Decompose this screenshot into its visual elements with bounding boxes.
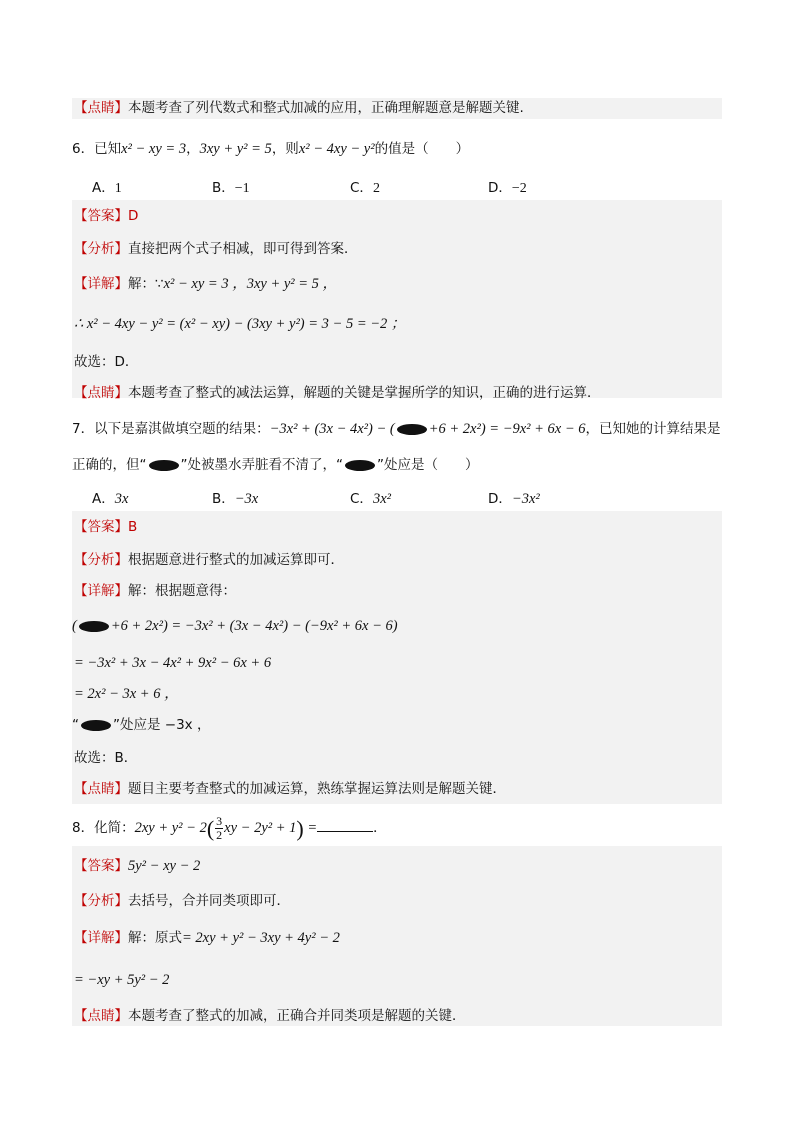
q7-prefix: 7．以下是嘉淇做填空题的结果： [72,421,270,437]
q7-option-b [212,487,258,508]
step-eq: +6 + 2x²) = −3x² + (3x − 4x²) − (−9x² + 6x − 6) [110,618,398,634]
q6-tail: 的值是（ ） [374,141,470,157]
option-value: −1 [234,181,250,196]
q6-dianjing [74,383,601,404]
xiangjie-eq: = 2xy + y² − 3xy + 4y² − 2 [182,930,340,946]
option-value: 1 [114,181,122,196]
step4-text: ”处应是 −3x ， [113,717,211,733]
dianjing-text: 本题考查了整式的加减，正确合并同类项是解题的关键． [128,1008,466,1024]
answer-tag: 【答案】 [74,858,128,874]
q6-answer [74,206,138,227]
q8-expr-b: xy − 2y² + 1 [224,820,297,836]
q6-sep: ， [186,141,200,157]
q8-step2 [74,970,169,991]
q6-option-c [350,176,380,197]
q6-number: 6．已知 [72,141,122,157]
ink-blot-icon [79,621,109,632]
q8-question [72,813,722,843]
q7-suffix: ，已知她的计算结果是 [585,421,721,437]
q7-line2-c: ”处应是（ ） [377,457,479,473]
q7-eq-left: −3x² + (3x − 4x²) − ( [269,421,395,437]
q6-solution [72,200,722,401]
option-value: 3x² [372,491,391,507]
dianjing-text: 本题考查了列代数式和整式加减的应用，正确理解题意是解题关键. [128,100,524,116]
q6-cond1: x² − xy = 3 [121,141,187,157]
q7-option-a [92,487,128,508]
option-label: A． [92,180,115,196]
q6-option-b [212,176,250,197]
ink-blot-icon [345,460,375,471]
option-label: D． [488,180,512,196]
q6-cond2: 3xy + y² = 5 [199,141,272,157]
dianjing-tag: 【点睛】 [74,100,128,116]
q7-line2-a: 正确的，但“ [72,457,147,473]
fenxi-text: 去括号，合并同类项即可． [128,893,290,909]
xiangjie-prefix: 解：∵ [128,276,164,292]
step-eq: = −xy + 5y² − 2 [74,972,170,988]
fraction-denominator: 2 [216,828,223,843]
answer-tag: 【答案】 [74,208,128,224]
q8-prefix: 8．化简： [72,820,135,836]
q8-xiangjie [74,928,340,949]
dianjing-text: 本题考查了整式的减法运算，解题的关键是掌握所学的知识，正确的进行运算． [128,385,601,401]
xiangjie-text: 解：根据题意得： [128,583,236,599]
q6-option-a [92,176,122,197]
q7-step3 [74,684,179,705]
option-value: −3x [234,491,259,507]
q7-xiangjie [74,581,236,602]
q7-question-line1 [72,419,722,440]
q6-step2 [74,314,405,335]
guxuan-text: 故选：B． [74,750,138,766]
step-open-paren: ( [72,618,77,634]
q8-tail: ． [373,820,387,836]
ink-blot-icon [397,424,427,435]
q8-solution [72,846,722,1026]
q8-fenxi [74,891,290,912]
fenxi-text: 直接把两个式子相减，即可得到答案． [128,241,358,257]
q6-question [72,139,722,160]
option-label: B． [212,180,235,196]
q8-expr-a: 2xy + y² − 2 [134,820,207,836]
answer-value: B [128,519,138,535]
q6-option-d [488,176,527,197]
q6-ze: ，则 [271,141,299,157]
option-label: A． [92,491,115,507]
q6-fenxi [74,239,358,260]
q7-guxuan [74,748,137,769]
xiangjie-tag: 【详解】 [74,930,128,946]
fenxi-tag: 【分析】 [74,552,128,568]
xiangjie-tag: 【详解】 [74,583,128,599]
q7-option-d [488,487,540,508]
q7-answer [74,517,137,538]
dianjing-text: 题目主要考查整式的加减运算，熟练掌握运算法则是解题关键． [128,781,506,797]
q7-solution [72,511,722,804]
step-eq: ∴ x² − 4xy − y² = (x² − xy) − (3xy + y²) = 3 − 5 = −2 ； [74,316,406,332]
quote-open: “ [72,717,79,733]
option-value: 3x [114,491,129,507]
q7-eq-mid: +6 + 2x²) = −9x² + 6x − 6 [428,421,586,437]
xiangjie-eq: x² − xy = 3 ，3xy + y² = 5 ， [163,276,338,292]
ink-blot-icon [81,720,111,731]
option-label: C． [350,180,373,196]
step-eq: = −3x² + 3x − 4x² + 9x² − 6x + 6 [74,655,272,671]
option-label: D． [488,491,512,507]
q6-expr: x² − 4xy − y² [298,141,375,157]
guxuan-text: 故选：D． [74,354,139,370]
xiangjie-prefix: 解：原式 [128,930,182,946]
q7-step4 [72,715,210,736]
fenxi-text: 根据题意进行整式的加减运算即可． [128,552,344,568]
q6-guxuan [74,352,138,373]
paren-close: ) [296,815,304,841]
q7-step2 [74,653,271,674]
dianjing-tag: 【点睛】 [74,385,128,401]
q8-dianjing [74,1006,466,1027]
q7-step1 [72,616,398,637]
paren-open: ( [206,815,215,841]
option-value: −2 [511,181,527,196]
q6-xiangjie [74,274,337,295]
dianjing-tag: 【点睛】 [74,781,128,797]
q8-equals: = [303,820,318,836]
q5-dianjing [72,98,722,119]
step-eq: = 2x² − 3x + 6 ， [74,686,179,702]
option-value: −3x² [511,491,540,507]
q7-line2-b: ”处被墨水弄脏看不清了，“ [180,457,343,473]
fraction-numerator: 3 [216,814,223,829]
xiangjie-tag: 【详解】 [74,276,128,292]
fenxi-tag: 【分析】 [74,241,128,257]
q8-answer [74,856,200,877]
ink-blot-icon [149,460,179,471]
q7-dianjing [74,779,506,800]
q8-fraction [215,815,223,842]
answer-blank[interactable] [317,817,373,832]
option-label: B． [212,491,235,507]
answer-value: D [128,208,139,224]
dianjing-tag: 【点睛】 [74,1008,128,1024]
option-label: C． [350,491,373,507]
answer-tag: 【答案】 [74,519,128,535]
option-value: 2 [372,181,380,196]
q7-option-c [350,487,391,508]
answer-value: 5y² − xy − 2 [128,858,201,874]
q7-fenxi [74,550,344,571]
q7-question-line2 [72,455,722,476]
fenxi-tag: 【分析】 [74,893,128,909]
